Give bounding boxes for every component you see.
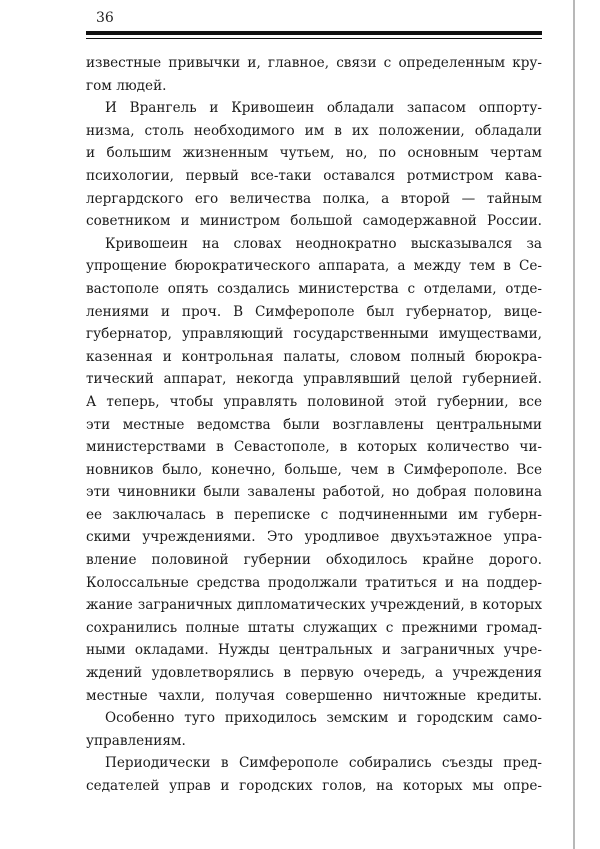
- text-line: Особенно туго приходилось земским и городским само-: [105, 710, 542, 727]
- text-line: седателей управ и городских голов, на которых мы опре-: [86, 778, 542, 794]
- header-rule-thick: [86, 31, 542, 35]
- text-line: местные чахли, получая совершенно ничтожные кредиты.: [86, 687, 542, 704]
- text-line: упрощение бюрократического аппарата, а между тем в Се-: [86, 258, 542, 275]
- text-line: советником и министром большой самодержавной России.: [86, 213, 542, 230]
- text-line: вастополе опять создались министерства с отделами, отде-: [86, 280, 542, 297]
- text-line: ждений удовлетворялись в первую очередь, а учреждения: [86, 665, 542, 682]
- text-line: эти чиновники были завалены работой, но добрая половина: [86, 484, 542, 501]
- text-line: скими учреждениями. Это уродливое двухъэтажное упра-: [86, 529, 542, 546]
- body-text: [86, 52, 542, 798]
- text-line: губернатор, управляющий государственными имуществами,: [86, 326, 542, 343]
- text-line: казенная и контрольная палаты, словом полный бюрокра-: [86, 348, 542, 365]
- text-line: лениями и проч. В Симферополе был губернатор, вице-: [86, 303, 542, 320]
- text-line: Периодически в Симферополе собирались съезды пред-: [105, 755, 542, 772]
- text-line: эти местные ведомства были возглавлены центральными: [86, 416, 542, 433]
- text-line: министерствами в Севастополе, в которых количество чи-: [86, 439, 542, 456]
- text-line: ее заключалась в переписке с подчиненными им губерн-: [86, 506, 542, 523]
- page-edge-shadow: [573, 0, 575, 849]
- text-line: жание заграничных дипломатических учреждений, в которых: [86, 597, 542, 614]
- text-line: лергардского его величества полка, а второй — тайным: [86, 190, 542, 207]
- header-rule-thin: [86, 38, 542, 39]
- text-line: новников было, конечно, больше, чем в Симферополе. Все: [86, 461, 542, 478]
- page-number: 36: [96, 10, 114, 26]
- text-line: вление половиной губернии обходилось крайне дорого.: [86, 552, 542, 569]
- text-line: Колоссальные средства продолжали тратиться и на поддер-: [86, 574, 542, 591]
- text-line: сохранились полные штаты служащих с прежними громад-: [86, 619, 542, 636]
- text-line: тический аппарат, некогда управлявший целой губернией.: [86, 371, 542, 388]
- text-line: низма, столь необходимого им в их положении, обладали: [86, 122, 542, 139]
- text-line: ными окладами. Нужды центральных и заграничных учре-: [86, 642, 542, 659]
- text-line: гом людей.: [86, 77, 167, 94]
- text-line: И Врангель и Кривошеин обладали запасом оппорту-: [105, 100, 542, 117]
- text-line: психологии, первый все-таки оставался ротмистром кава-: [86, 167, 542, 184]
- text-line: известные привычки и, главное, связи с определенным кру-: [86, 55, 542, 71]
- text-line: Кривошеин на словах неоднократно высказывался за: [105, 235, 542, 252]
- text-line: и большим жизненным чутьем, но, по основным чертам: [86, 145, 542, 162]
- text-line: управлениям.: [86, 732, 186, 749]
- text-line: А теперь, чтобы управлять половиной этой губернии, все: [86, 393, 542, 410]
